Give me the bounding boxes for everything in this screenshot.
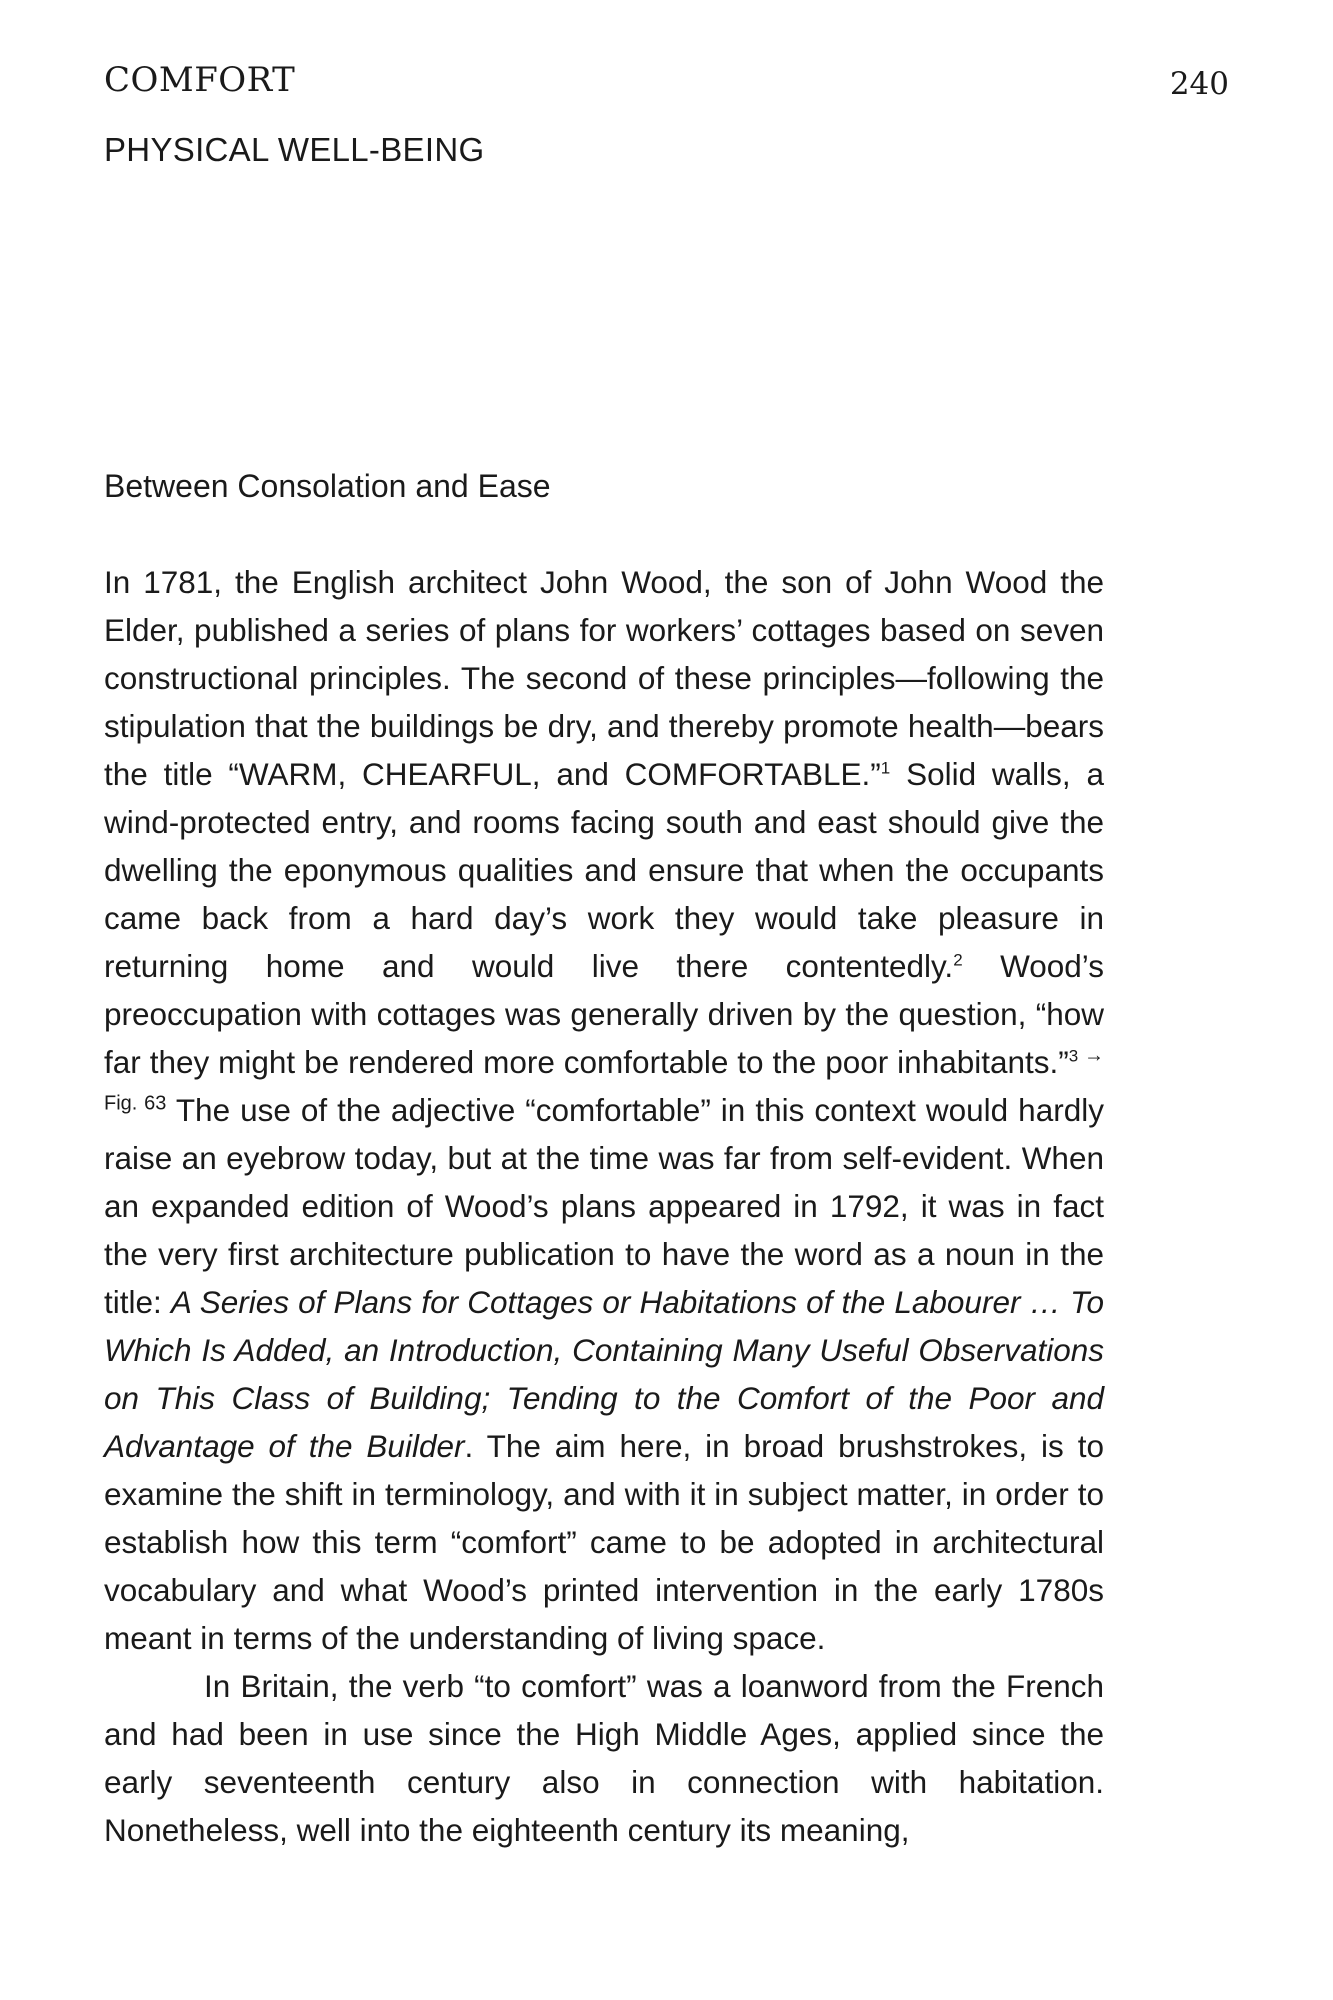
running-head: COMFORT — [104, 60, 296, 100]
page-number: 240 — [1169, 66, 1229, 102]
footnote-ref-3: 3 — [1068, 1046, 1079, 1066]
article-subheading: Between Consolation and Ease — [104, 468, 551, 504]
text-segment: In 1781, the English architect John Wood, the son of John Wood the Elder, published a series of plans for workers’ cottages based on seven constructional principles. The second of these principles—following the stipulation that the buildings be dry, and thereby promote health—bears the title “WARM, CHEARFUL, and COMFORTABLE.” — [104, 564, 1104, 792]
footnote-ref-2: 2 — [953, 950, 963, 970]
book-title: A Series of Plans for Cottages or Habitations of the Labourer … To Which Is Added, an Introduction, Containing Many Useful Observations on This Class of Building; Tending to the Comfort of the Poor and Advantage of the Builder — [104, 1284, 1104, 1464]
text-segment: Wood’s preoccupation with cottages was generally driven by the question, “how far they might be rendered more comfortable to the poor inhabitants.” — [104, 948, 1104, 1080]
text-segment: Solid walls, a wind-protected entry, and rooms facing south and east should give the dwelling the eponymous qualities and ensure that when the occupants came back from a hard day’s work they would take pleasure in returning home and would live there contentedly. — [104, 756, 1104, 984]
text-segment: . The aim here, in broad brushstrokes, is to examine the shift in terminology, and with it in subject matter, in order to establish how this term “comfort” came to be adopted in architectural vocabulary and what Wood’s printed intervention in the early 1780s meant in terms of the understanding of living space. — [104, 1428, 1104, 1656]
text-segment: The use of the adjective “comfortable” in this context would hardly raise an eyebrow today, but at the time was far from self-evident. When an expanded edition of Wood’s plans appeared in 1792, it was in fact the very first architecture publication to have the word as a noun in the title: — [104, 1092, 1104, 1320]
paragraph-2: In Britain, the verb “to comfort” was a loanword from the French and had been in use since the High Middle Ages, applied since the early seventeenth century also in connection with habitation. Nonetheless, well into the eighteenth century its meaning, — [104, 1668, 1104, 1848]
article-body — [104, 558, 1104, 1854]
footnote-ref-1: 1 — [880, 758, 891, 778]
paragraph-1 — [104, 558, 1104, 1662]
figure-reference: → Fig. 63 — [104, 1044, 1104, 1115]
section-label: PHYSICAL WELL-BEING — [104, 131, 485, 168]
